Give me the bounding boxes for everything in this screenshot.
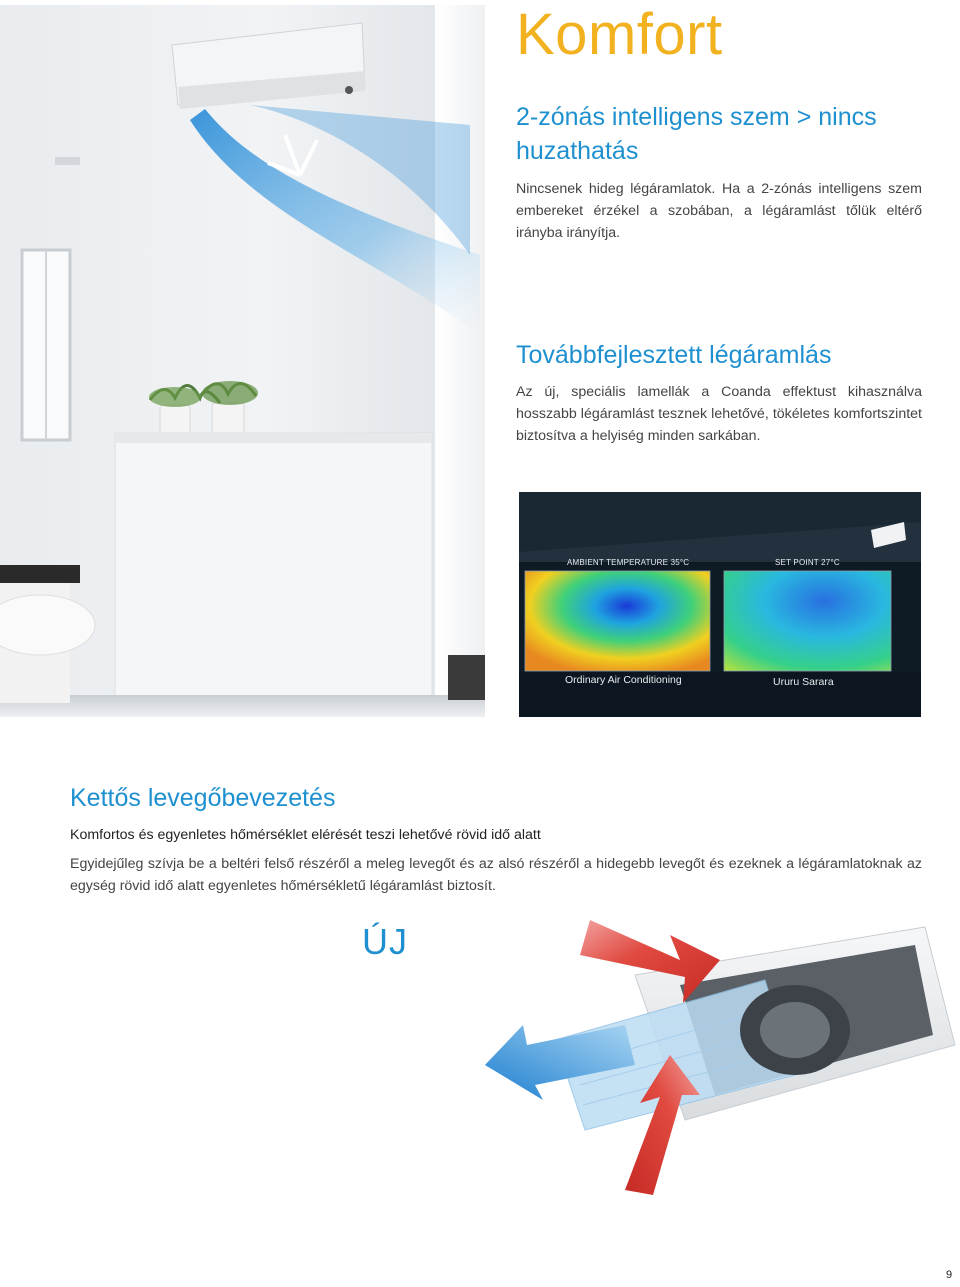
thermal-right-caption: Ururu Sarara: [773, 676, 834, 688]
room-photo: [0, 5, 485, 717]
section-text-airflow: Az új, speciális lamellák a Coanda effektust kihasználva hosszabb légáramlást tesznek lehetővé, tökéletes komfortszintet biztosítva a helyiség minden sarkában.: [516, 384, 922, 444]
section-heading-intelligent-eye: 2-zónás intelligens szem > nincs huzathatás: [516, 103, 877, 165]
thermal-left-caption: Ordinary Air Conditioning: [565, 674, 682, 686]
section-text-dual-intake: Egyidejűleg szívja be a beltéri felső részéről a meleg levegőt és az alsó részéről a hidegebb levegőt és ezeknek a légáramlatoknak az egység rövid idő alatt egyenletes hőmérsékletű légáramlást biztosít.: [70, 856, 922, 894]
new-badge: ÚJ: [362, 921, 408, 962]
thermal-right-label: SET POINT 27°C: [775, 558, 840, 567]
page-title: Komfort: [516, 2, 723, 67]
thermal-comparison-image: [519, 492, 921, 717]
section-heading-dual-intake: Kettős levegőbevezetés: [70, 784, 336, 812]
section-text-intelligent-eye: Nincsenek hideg légáramlatok. Ha a 2-zónás intelligens szem embereket érzékel a szobában, a légáramlást tőlük eltérő irányba irányítja.: [516, 181, 922, 241]
section-subheading-dual-intake: Komfortos és egyenletes hőmérséklet elérését teszi lehetővé rövid idő alatt: [70, 827, 541, 843]
room-illustration: [0, 5, 485, 717]
page-number: 9: [946, 1269, 953, 1281]
product-cutaway-image: [465, 915, 960, 1200]
section-heading-airflow: Továbbfejlesztett légáramlás: [516, 341, 832, 369]
thermal-left-label: AMBIENT TEMPERATURE 35°C: [567, 558, 690, 567]
